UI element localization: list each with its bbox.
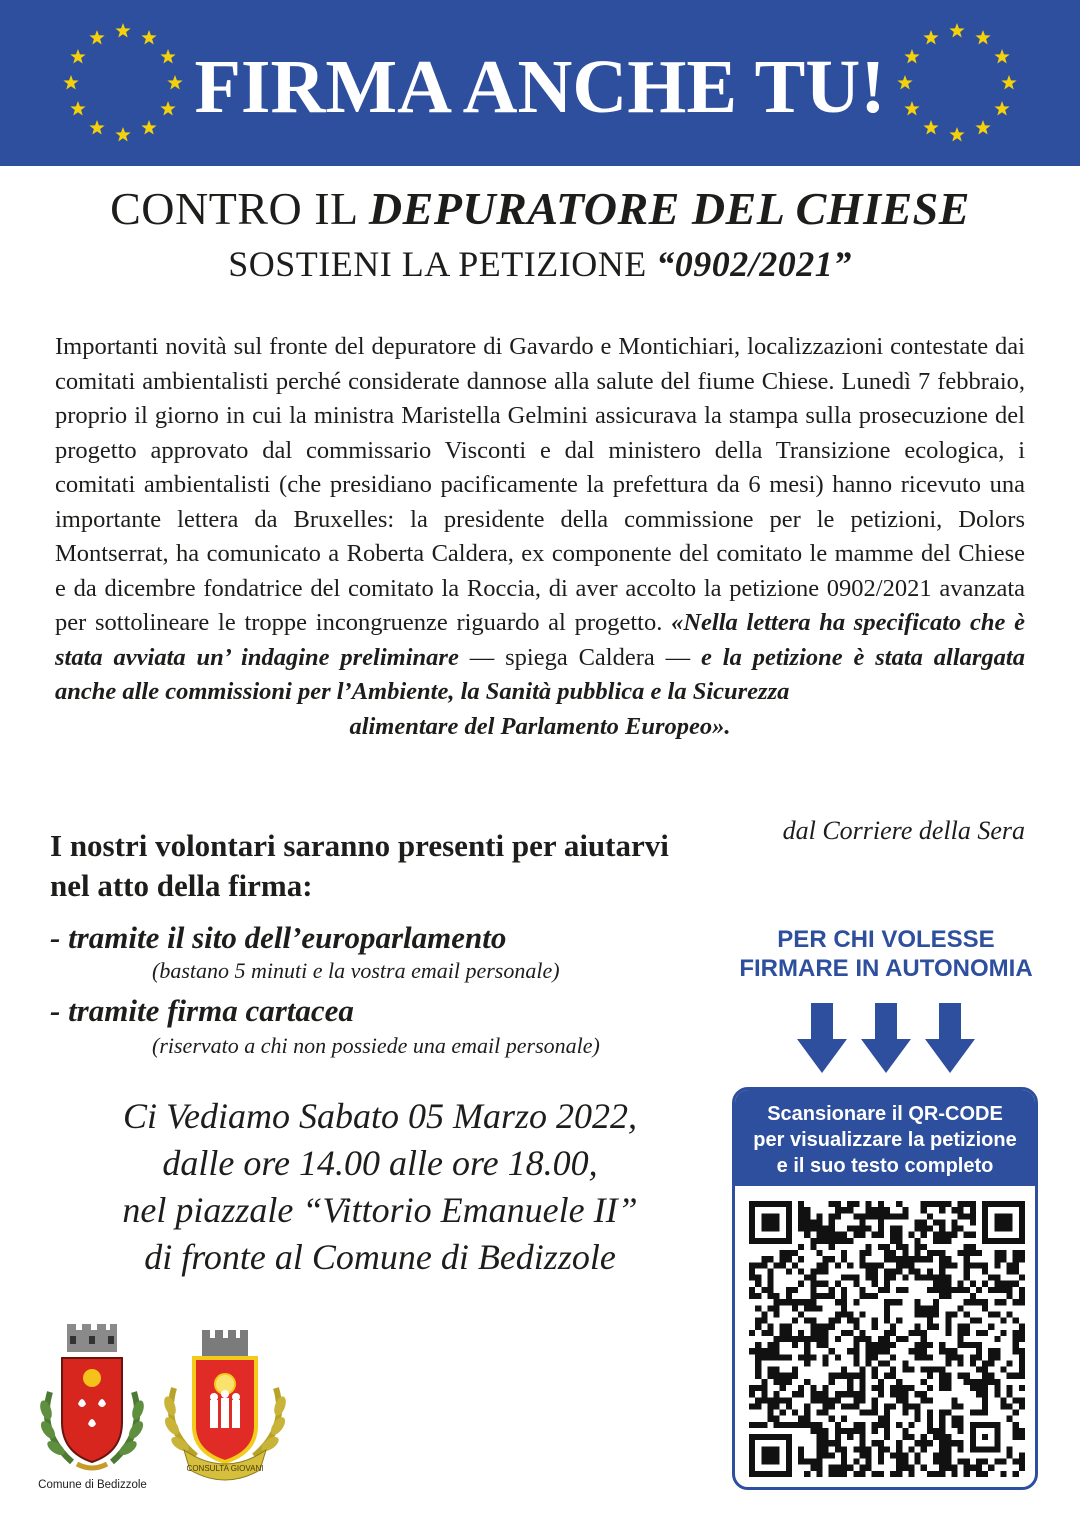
method-online: - tramite il sito dell’europarlamento [50,920,507,955]
method-online-note: (bastano 5 minuti e la vostra email personale) [152,958,560,983]
eu-star-icon [975,120,990,134]
article-source: dal Corriere della Sera [782,816,1025,845]
eu-star-icon [994,49,1009,63]
eu-star-icon [904,101,919,115]
eu-star-icon [949,127,964,141]
qr-code[interactable] [749,1201,1025,1477]
eu-star-icon [923,30,938,44]
eu-star-icon [923,120,938,134]
eu-star-icon [115,23,130,37]
qr-card [732,1087,1038,1490]
autonomous-signing-title: PER CHI VOLESSE FIRMARE IN AUTONOMIA [739,926,1033,982]
eu-star-icon [89,30,104,44]
comune-label: Comune di Bedizzole [38,1479,147,1491]
qr-instructions: Scansionare il QR-CODE per visualizzare la petizione e il suo testo completo [735,1090,1035,1186]
subheadline: SOSTIENI LA PETIZIONE “0902/2021” [228,244,852,284]
consulta-ribbon-text: CONSULTA GIOVANI [186,1464,264,1473]
eu-star-icon [897,75,912,89]
eu-star-icon [141,30,156,44]
eu-star-icon [975,30,990,44]
arrow-down-icon [795,1003,980,1075]
eu-star-icon [994,101,1009,115]
eu-stars-right-icon [892,18,1022,148]
comune-bedizzole-crest-icon [32,1322,152,1490]
banner-title: FIRMA ANCHE TU! [194,45,886,129]
consulta-giovani-logo-icon [160,1328,290,1488]
header-banner [0,0,1080,166]
eu-star-icon [1001,75,1016,89]
method-paper-note: (riservato a chi non possiede una email personale) [152,1033,600,1058]
volunteers-heading: I nostri volontari saranno presenti per aiutarvi nel atto della firma: [50,828,669,903]
headline: CONTRO IL DEPURATORE DEL CHIESE [110,183,970,234]
eu-star-icon [949,23,964,37]
method-paper: - tramite firma cartacea [50,993,354,1028]
eu-star-icon [904,49,919,63]
event-details: Ci Vediamo Sabato 05 Marzo 2022, dalle ore 14.00 alle ore 18.00, nel piazzale “Vittorio Emanuele II” di fronte al Comune di Bedizzole [122,1096,638,1277]
article-body: Importanti novità sul fronte del depuratore di Gavardo e Montichiari, localizzazioni contestate dai comitati ambientalisti perché considerate dannose alla salute del fiume Chiese. Lunedì 7 febbraio, proprio il giorno in cui la ministra Maristella Gelmini assicurava la stampa sulla prosecuzione del progetto approvato dal commissario Visconti e dal ministero della Transizione ecologica, i comitati ambientalisti (che presidiano pacificamente la prefettura da 6 mesi) hanno ricevuto una importante lettera da Bruxelles: la presidente della commissione per le petizioni, Dolors Montserrat, ha comunicato a Roberta Caldera, ex componente del comitato le mamme del Chiese e da dicembre fondatrice del comitato la Roccia, di aver accolto la petizione 0902/2021 avanzata per sottolineare le troppe incongruenze riguardo al progetto. «Nella lettera ha specificato che è stata avviata un’ indagine preliminare — spiega Caldera — e la petizione è stata allargata anche alle commissioni per l’Ambiente, la Sanità pubblica e la Sicurezza alimentare del Parlamento Europeo». [55,333,1026,740]
